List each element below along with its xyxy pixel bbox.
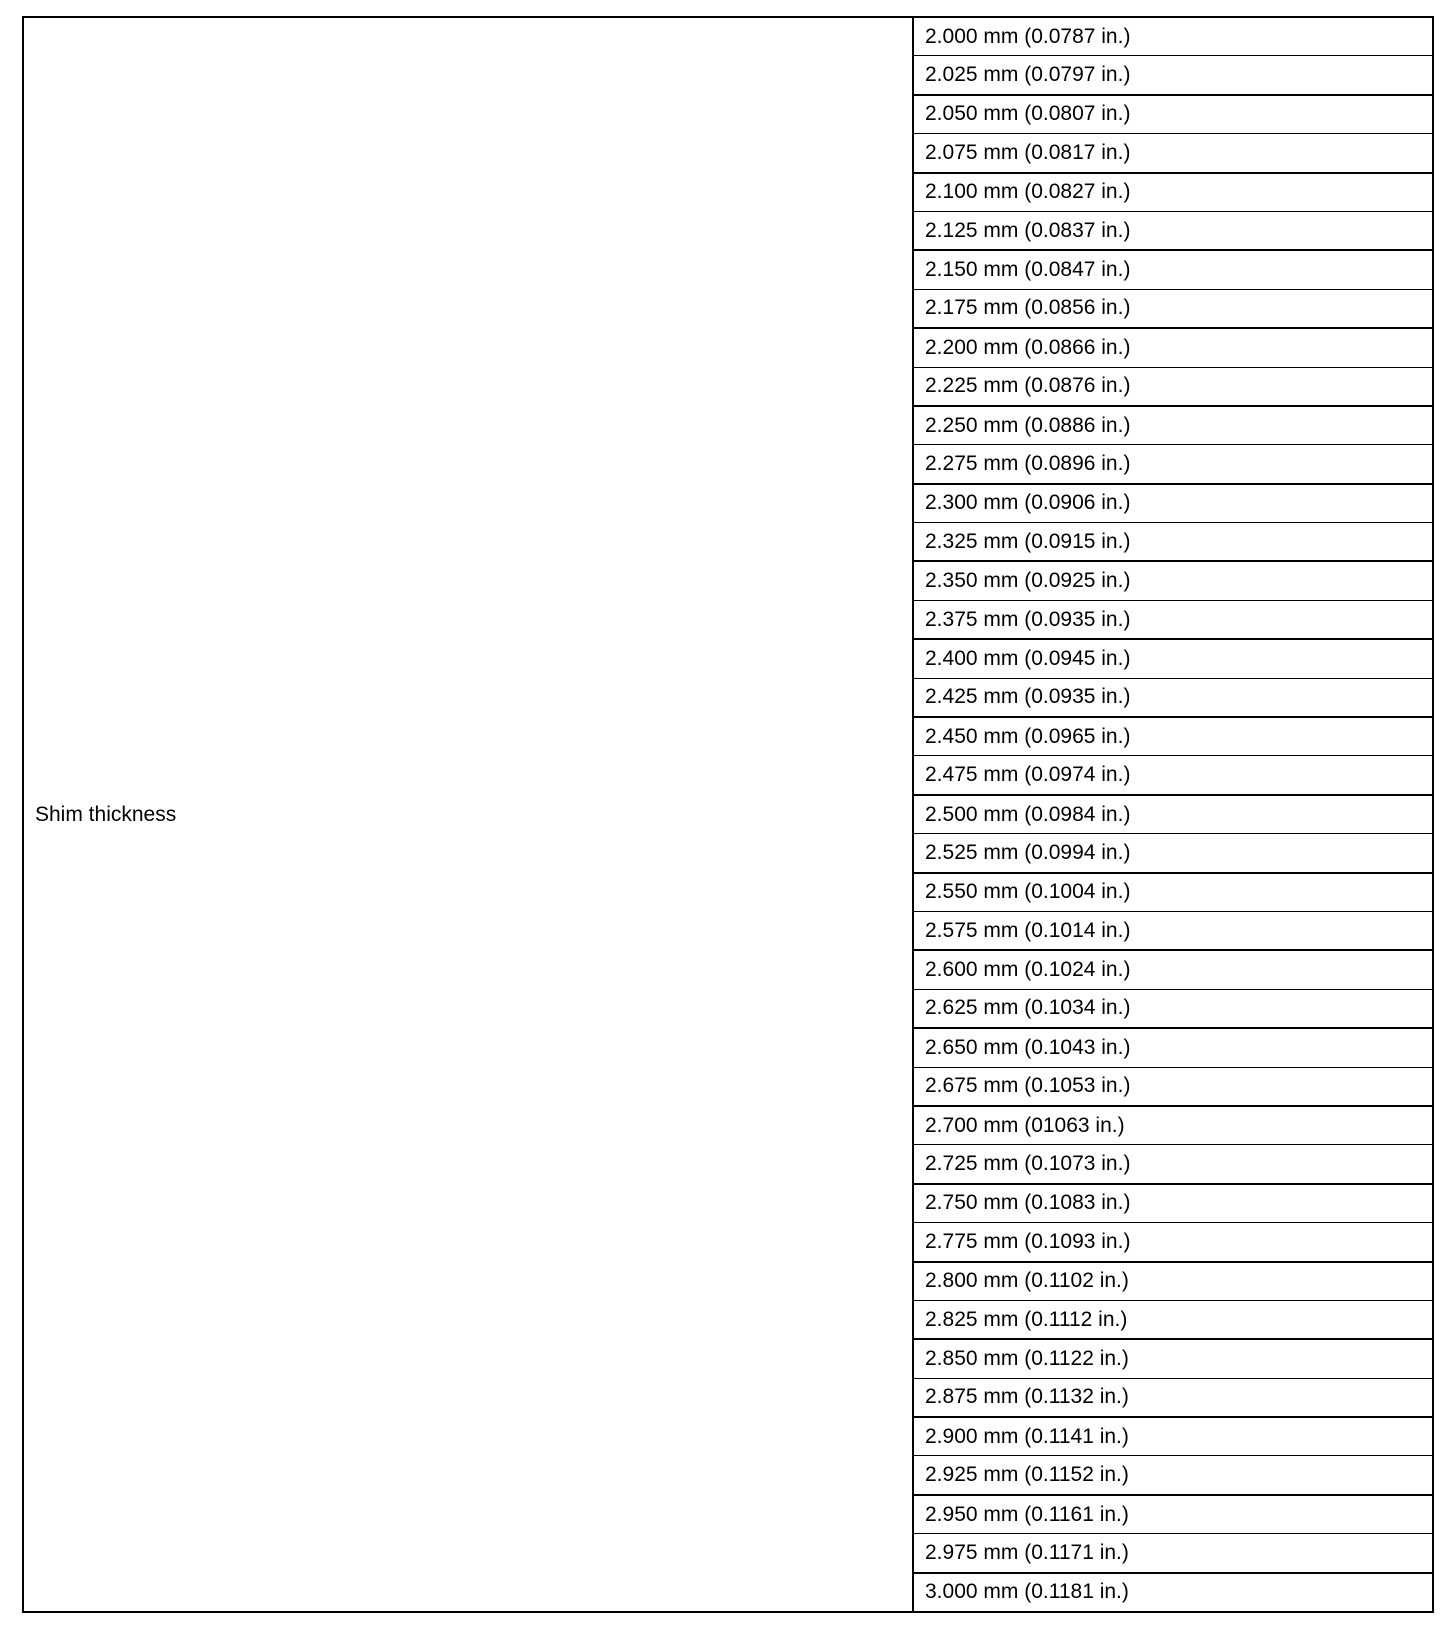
value-cell: 2.375 mm (0.0935 in.) xyxy=(914,601,1432,640)
row-label-cell xyxy=(24,18,914,1611)
value-cell: 2.250 mm (0.0886 in.) xyxy=(914,407,1432,445)
value-cell: 2.575 mm (0.1014 in.) xyxy=(914,912,1432,951)
value-cell: 2.300 mm (0.0906 in.) xyxy=(914,485,1432,523)
value-cell: 2.525 mm (0.0994 in.) xyxy=(914,834,1432,873)
value-cell: 2.400 mm (0.0945 in.) xyxy=(914,640,1432,678)
value-cell: 2.650 mm (0.1043 in.) xyxy=(914,1029,1432,1067)
value-cell: 2.225 mm (0.0876 in.) xyxy=(914,368,1432,407)
value-cell: 2.600 mm (0.1024 in.) xyxy=(914,951,1432,989)
value-cell: 2.825 mm (0.1112 in.) xyxy=(914,1301,1432,1340)
value-cell: 2.925 mm (0.1152 in.) xyxy=(914,1456,1432,1495)
value-cell: 2.200 mm (0.0866 in.) xyxy=(914,329,1432,367)
value-cell: 2.475 mm (0.0974 in.) xyxy=(914,756,1432,795)
value-cell: 2.100 mm (0.0827 in.) xyxy=(914,174,1432,212)
value-cell: 2.700 mm (01063 in.) xyxy=(914,1107,1432,1145)
value-cell: 2.850 mm (0.1122 in.) xyxy=(914,1340,1432,1378)
value-cell: 2.550 mm (0.1004 in.) xyxy=(914,874,1432,912)
value-cell: 2.450 mm (0.0965 in.) xyxy=(914,718,1432,756)
value-cell: 2.275 mm (0.0896 in.) xyxy=(914,445,1432,484)
value-cell: 2.000 mm (0.0787 in.) xyxy=(914,18,1432,56)
value-cell: 2.050 mm (0.0807 in.) xyxy=(914,96,1432,134)
value-cell: 2.125 mm (0.0837 in.) xyxy=(914,212,1432,251)
value-cell: 2.500 mm (0.0984 in.) xyxy=(914,796,1432,834)
value-cell: 2.900 mm (0.1141 in.) xyxy=(914,1418,1432,1456)
value-cell: 2.725 mm (0.1073 in.) xyxy=(914,1145,1432,1184)
value-cell: 3.000 mm (0.1181 in.) xyxy=(925,1580,1129,1604)
value-cell: 2.950 mm (0.1161 in.) xyxy=(914,1496,1432,1534)
value-cell: 2.975 mm (0.1171 in.) xyxy=(914,1534,1432,1573)
value-cell: 2.675 mm (0.1053 in.) xyxy=(914,1068,1432,1107)
value-cell: 2.800 mm (0.1102 in.) xyxy=(914,1263,1432,1301)
value-cell: 2.025 mm (0.0797 in.) xyxy=(914,56,1432,95)
value-cell: 2.775 mm (0.1093 in.) xyxy=(914,1223,1432,1262)
value-cell: 2.750 mm (0.1083 in.) xyxy=(914,1185,1432,1223)
value-cell: 2.075 mm (0.0817 in.) xyxy=(914,134,1432,173)
value-cell: 2.150 mm (0.0847 in.) xyxy=(914,251,1432,289)
shim-thickness-label: Shim thickness xyxy=(35,802,177,826)
value-cell: 2.425 mm (0.0935 in.) xyxy=(914,679,1432,718)
value-cell: 2.350 mm (0.0925 in.) xyxy=(914,562,1432,600)
value-cell: 2.175 mm (0.0856 in.) xyxy=(914,290,1432,329)
value-cell: 2.325 mm (0.0915 in.) xyxy=(914,523,1432,562)
value-cell: 2.875 mm (0.1132 in.) xyxy=(914,1379,1432,1418)
shim-thickness-table xyxy=(22,16,1434,1613)
values-column xyxy=(914,18,1432,1611)
value-cell: 2.625 mm (0.1034 in.) xyxy=(914,990,1432,1029)
